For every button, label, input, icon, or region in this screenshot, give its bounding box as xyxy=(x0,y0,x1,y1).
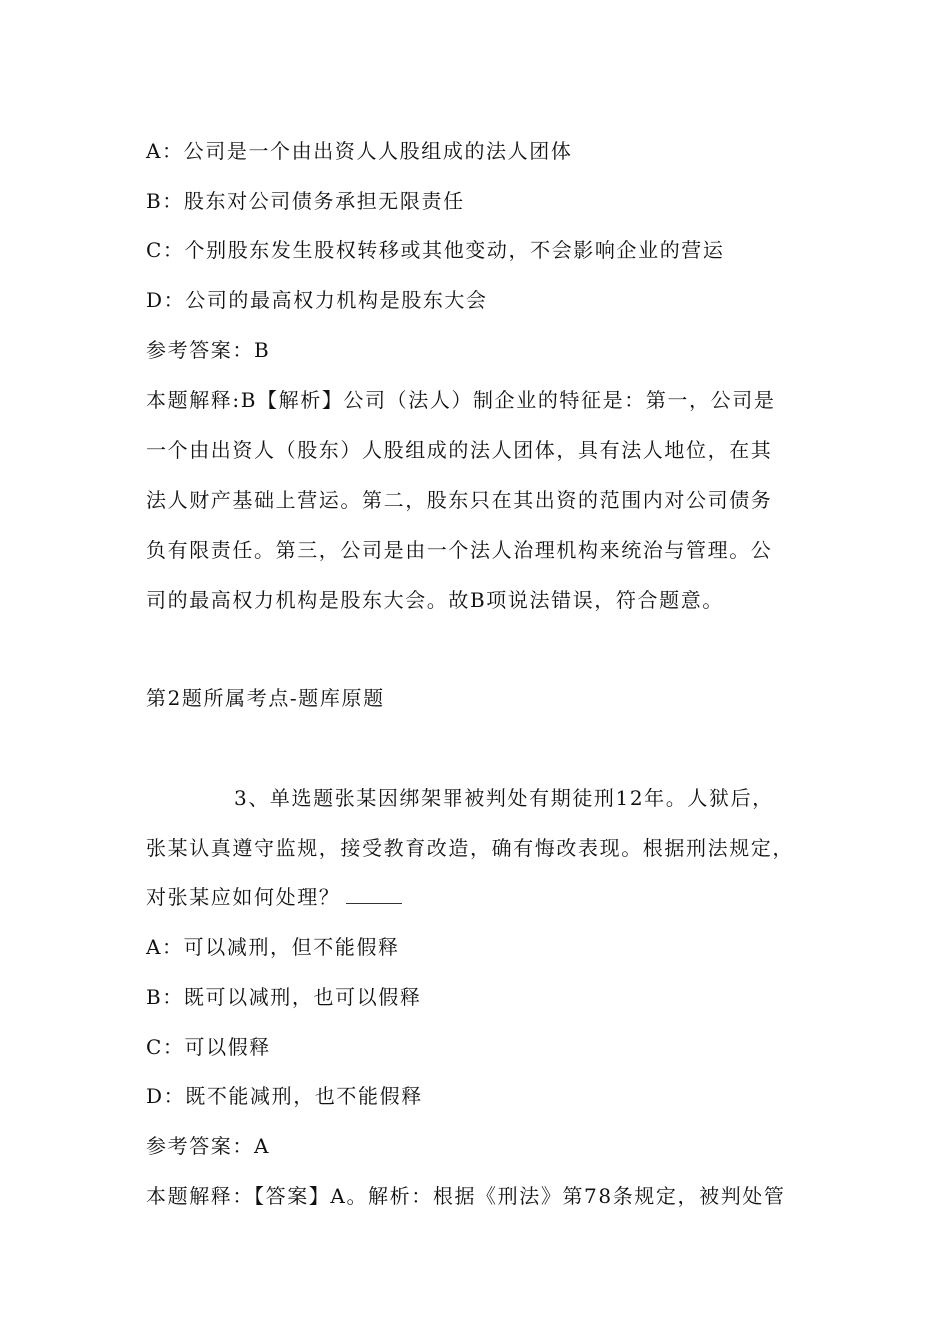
q3-option-a: A：可以减刑，但不能假释 xyxy=(146,935,400,959)
q3-stem-line-3 xyxy=(146,884,402,910)
answer-blank xyxy=(346,885,402,904)
q2-explanation-line-3: 法人财产基础上营运。第二，股东只在其出资的范围内对公司债务 xyxy=(146,488,773,512)
q3-option-c: C：可以假释 xyxy=(146,1035,271,1059)
q2-answer: 参考答案：B xyxy=(146,338,271,362)
q2-explanation-line-4: 负有限责任。第三，公司是由一个法人治理机构来统治与管理。公 xyxy=(146,538,773,562)
q2-option-d: D：公司的最高权力机构是股东大会 xyxy=(146,288,488,312)
q3-option-d: D：既不能减刑，也不能假释 xyxy=(146,1084,423,1108)
q2-explanation-line-5: 司的最高权力机构是股东大会。故B项说法错误，符合题意。 xyxy=(146,588,724,612)
q3-stem-line-1: 3、单选题张某因绑架罪被判处有期徒刑12年。人狱后， xyxy=(234,786,774,810)
q2-explanation-line-2: 一个由出资人（股东）人股组成的法人团体，具有法人地位，在其 xyxy=(146,438,773,462)
q2-explanation-line-1: 本题解释:B【解析】公司（法人）制企业的特征是：第一，公司是 xyxy=(146,388,776,412)
q3-explanation-line-1: 本题解释：【答案】A。解析：根据《刑法》第78条规定，被判处管 xyxy=(146,1184,786,1208)
q3-stem-line-2: 张某认真遵守监规，接受教育改造，确有悔改表现。根据刑法规定， xyxy=(146,836,794,860)
q2-option-b: B：股东对公司债务承担无限责任 xyxy=(146,189,465,213)
q2-option-c: C：个别股东发生股权转移或其他变动，不会影响企业的营运 xyxy=(146,238,725,262)
q3-option-b: B：既可以减刑，也可以假释 xyxy=(146,985,422,1009)
q2-option-a: A：公司是一个由出资人人股组成的法人团体 xyxy=(146,139,573,163)
q3-answer: 参考答案：A xyxy=(146,1134,271,1158)
q2-knowledge-point: 第2题所属考点-题库原题 xyxy=(146,686,385,710)
q3-stem-line-3-text: 对张某应如何处理？ xyxy=(146,885,341,909)
